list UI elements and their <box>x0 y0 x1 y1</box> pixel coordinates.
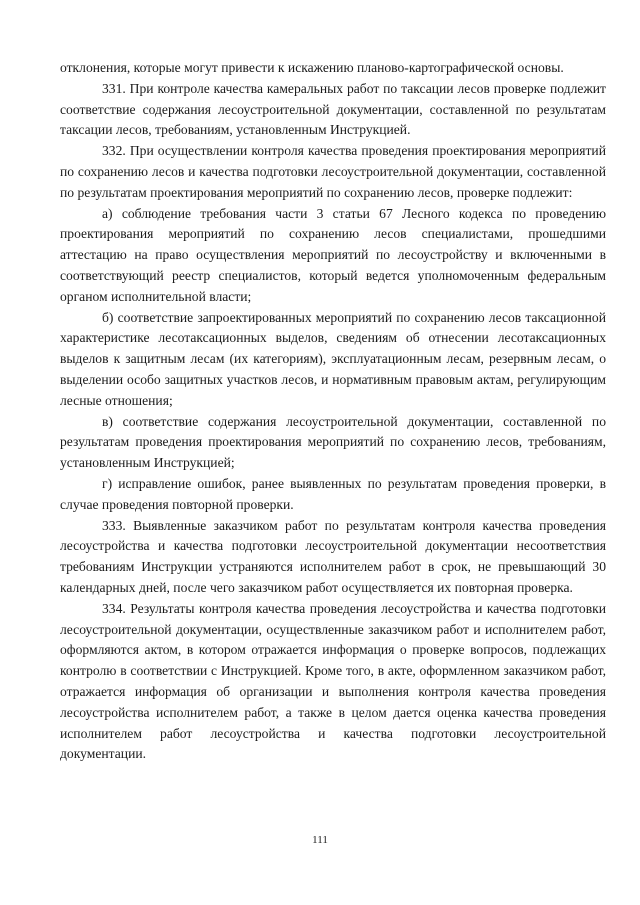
paragraph-332-v: в) соответствие содержания лесоустроительной документации, составленной по результатам проведения проектирования мероприятий по сохранению лесов, требованиям, установленным Инструкцией; <box>60 413 606 471</box>
paragraph-334: 334. Результаты контроля качества проведения лесоустройства и качества подготовки лесоустроительной документации, осуществленные заказчиком работ и исполнителем работ, оформляются актом, в котором отражается информация о проверке вопросов, подлежащих контролю в соответствии с Инструкцией. Кроме того, в акте, оформленном заказчиком работ, отражается информация об организации и выполнения контроля качества проведения лесоустройства исполнителем работ, а также в целом дается оценка качества проведения исполнителем работ лесоустройства и качества подготовки лесоустроительной документации. <box>60 600 606 762</box>
paragraph-332-b: б) соответствие запроектированных мероприятий по сохранению лесов таксационной характеристике лесотаксационных выделов, сведениям об отнесении лесотаксационных выделов к защитным лесам (их категориям), эксплуатационным лесам, резервным лесам, о выделении особо защитных участков лесов, и нормативным правовым актам, регулирующим лесные отношения; <box>60 309 606 408</box>
paragraph-332: 332. При осуществлении контроля качества проведения проектирования мероприятий по сохранению лесов и качества подготовки лесоустроительной документации, составленной по результатам проектирования мероприятий по сохранению лесов, проверке подлежит: <box>60 143 606 200</box>
paragraph-332-a: а) соблюдение требования части 3 статьи 67 Лесного кодекса по проведению проектирования мероприятий по сохранению лесов специалистами, прошедшими аттестацию на право осуществления мероприятий по лесоустройству и включенными в соответствующий реестр специалистов, который ведется уполномоченным федеральным органом исполнительной власти; <box>60 205 606 304</box>
page-number: 111 <box>312 834 328 846</box>
paragraph-332-g: г) исправление ошибок, ранее выявленных по результатам проведения проверки, в случае проведения повторной проверки. <box>60 475 606 512</box>
paragraph-continuation: отклонения, которые могут привести к искажению планово-картографической основы. <box>60 60 564 75</box>
document-page <box>60 58 606 765</box>
paragraph-331: 331. При контроле качества камеральных работ по таксации лесов проверке подлежит соответствие содержания лесоустроительной документации, составленной по результатам таксации лесов, требованиям, установленным Инструкцией. <box>60 80 606 138</box>
paragraph-333: 333. Выявленные заказчиком работ по результатам контроля качества проведения лесоустройства и качества подготовки лесоустроительной документации несоответствия требованиям Инструкции устраняются исполнителем работ в срок, не превышающий 30 календарных дней, после чего заказчиком работ осуществляется их повторная проверка. <box>60 517 606 595</box>
